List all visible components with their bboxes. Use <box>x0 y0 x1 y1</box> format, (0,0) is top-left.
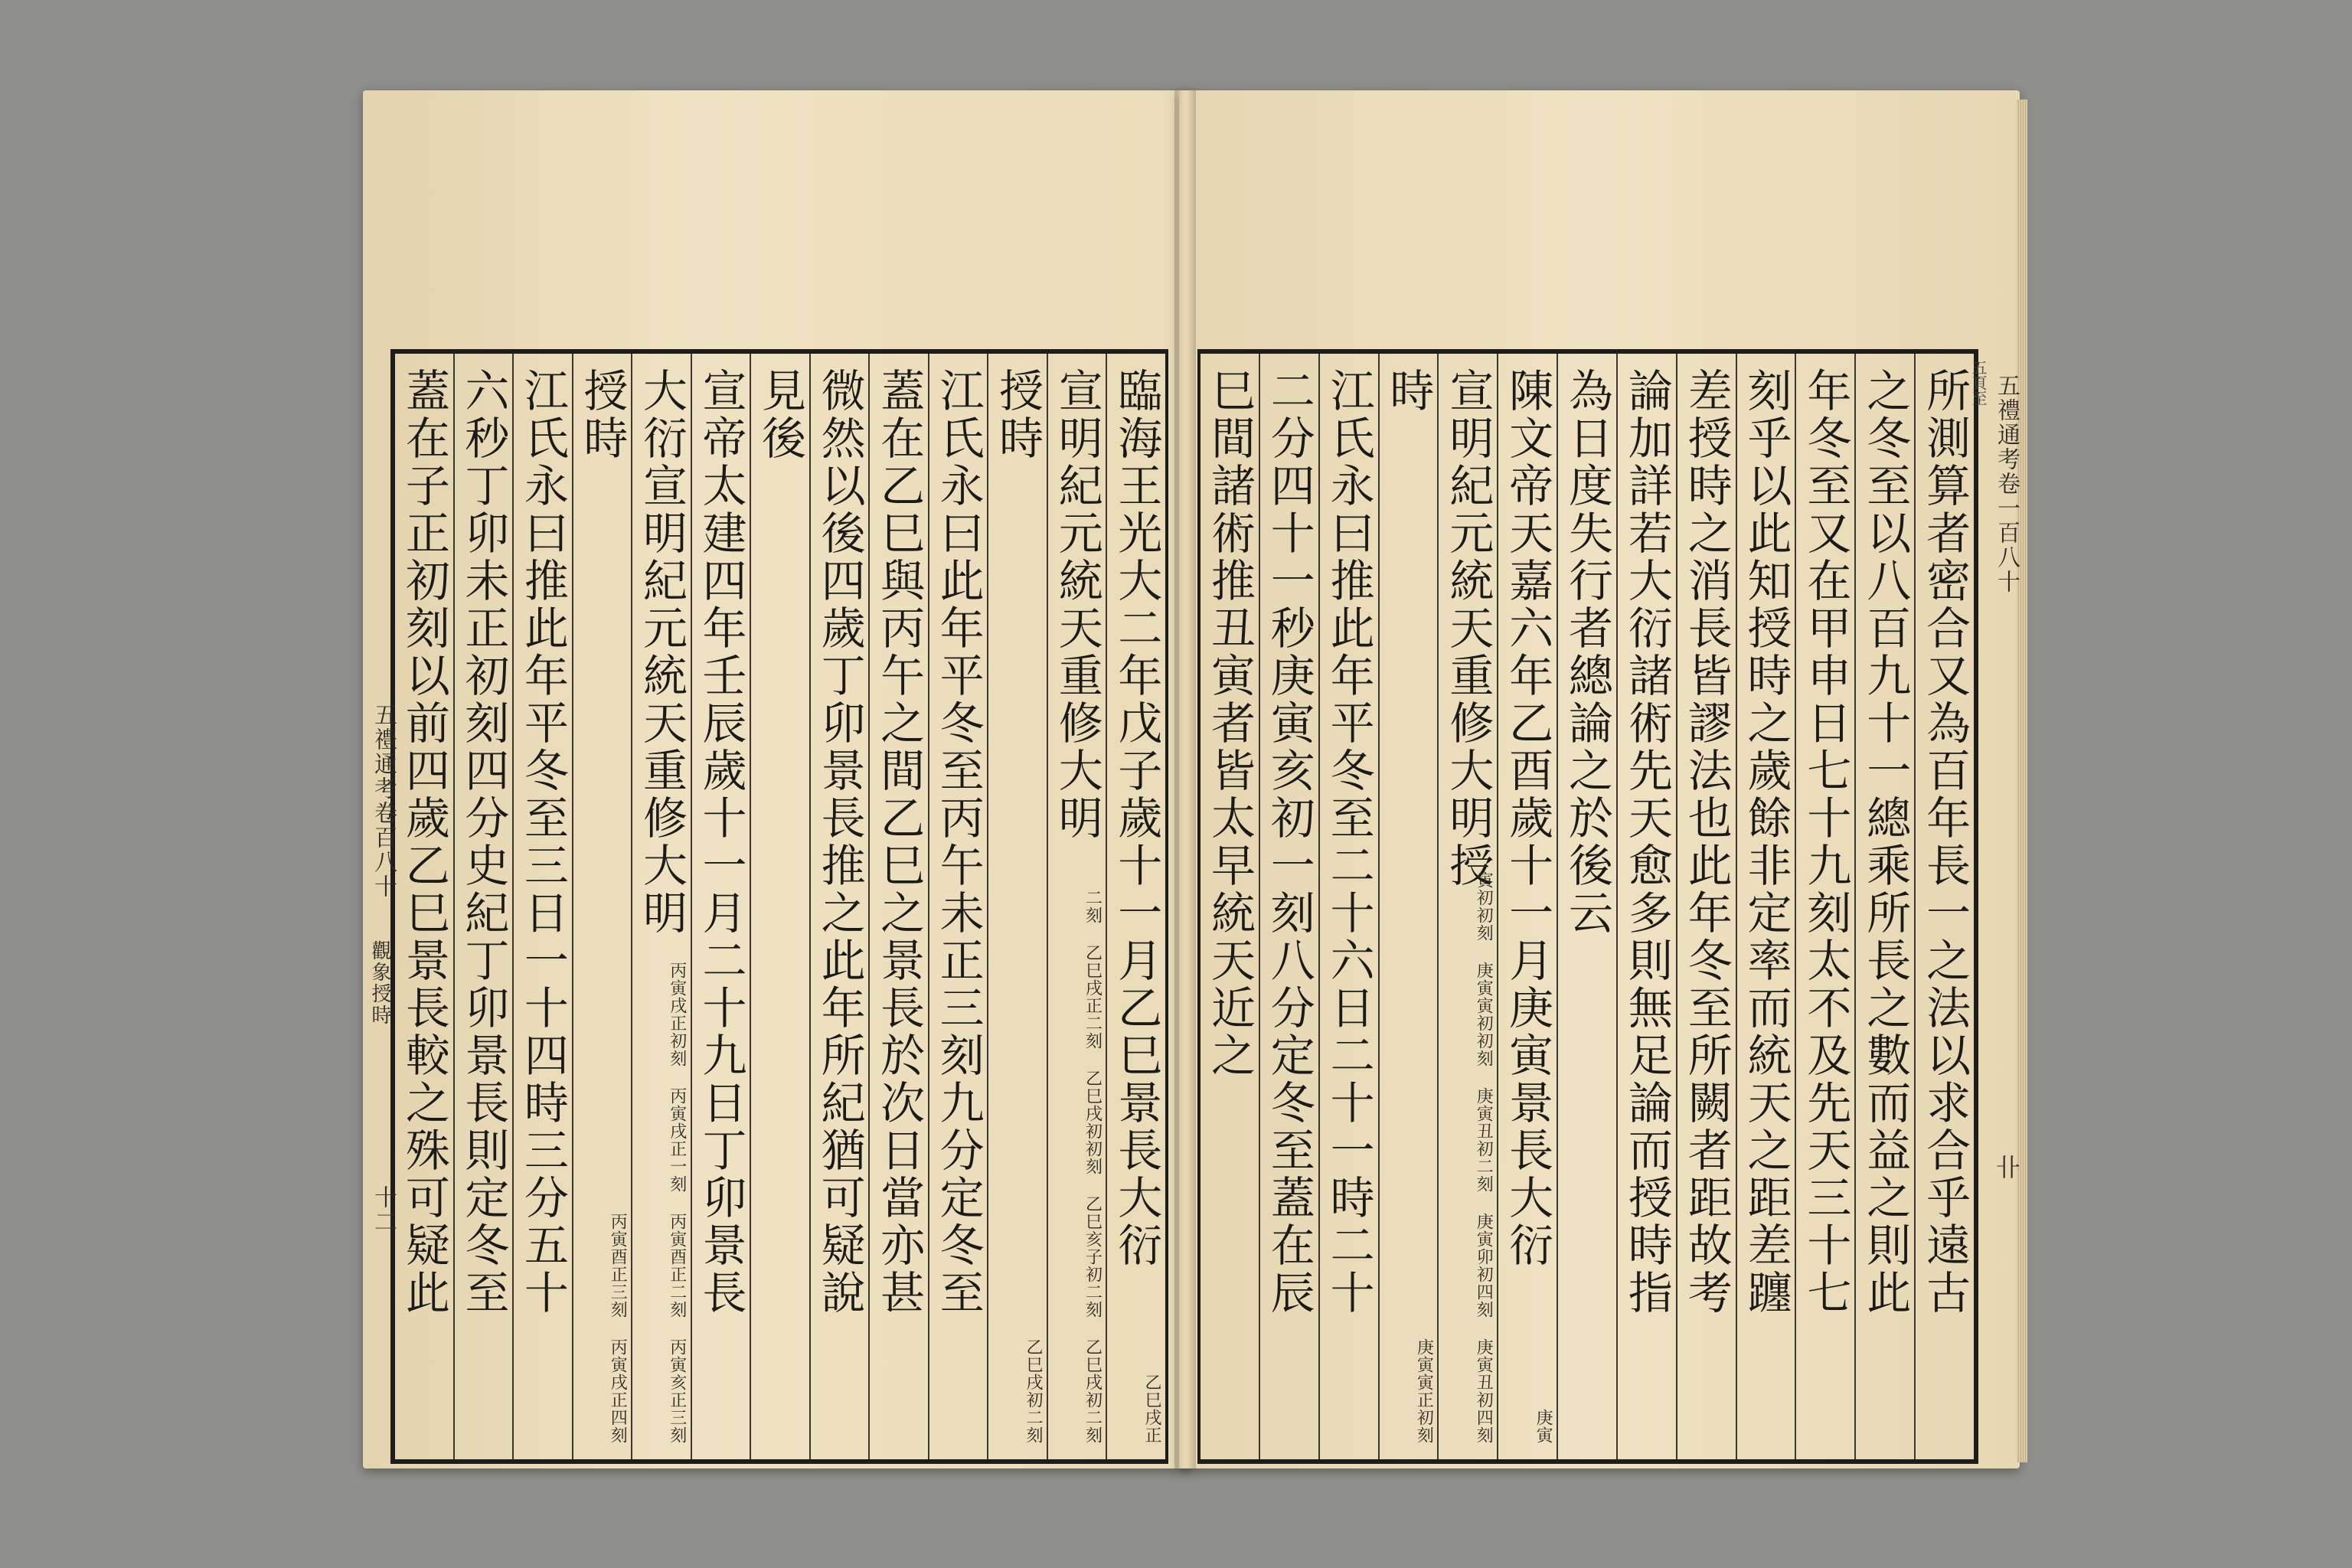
column-text: 時 <box>1382 368 1435 415</box>
right-text-frame <box>1197 349 1978 1464</box>
text-column <box>809 354 869 1459</box>
interlinear-note: 寅初初刻 庚寅寅初初刻 庚寅丑初二刻 庚寅卯初四刻 庚寅丑初四刻 <box>1474 871 1494 1444</box>
text-column <box>1378 354 1438 1459</box>
column-text: 宣明紀元統天重修大明授 <box>1442 368 1494 890</box>
column-text: 為日度失行者總論之於後云 <box>1561 368 1614 937</box>
text-column <box>1736 354 1795 1459</box>
text-column <box>750 354 809 1459</box>
text-column <box>1497 354 1557 1459</box>
left-columns <box>395 354 1165 1459</box>
left-fold-subtitle: 觀象授時 <box>368 940 391 1026</box>
column-text: 刻乎以此知授時之歲餘非定率而統天之距差躔 <box>1740 368 1792 1317</box>
text-column <box>395 354 453 1459</box>
right-page-number: 五頁至 <box>1969 360 1988 406</box>
left-fold-label: 五禮通考卷百八十 <box>370 703 397 899</box>
column-text: 所測算者密合又為百年長一之法以求合乎遠古 <box>1919 368 1971 1317</box>
interlinear-note: 庚寅 <box>1534 1409 1553 1444</box>
text-column <box>453 354 513 1459</box>
left-page <box>363 90 1191 1468</box>
column-text: 陳文帝天嘉六年乙酉歲十一月庚寅景長大衍 <box>1501 368 1554 1269</box>
interlinear-note: 二刻 乙巳戌正二刻 乙巳戌初初刻 乙巳亥子初二刻 乙巳戌初二刻 <box>1083 889 1102 1444</box>
text-column <box>1676 354 1736 1459</box>
column-text: 巳間諸術推丑寅者皆太早統天近之 <box>1203 368 1256 1080</box>
column-text: 論加詳若大衍諸術先天愈多則無足論而授時指 <box>1620 368 1673 1317</box>
left-text-frame <box>390 349 1168 1464</box>
text-column <box>1616 354 1676 1459</box>
column-text: 臨海王光大二年戊子歲十一月乙巳景長大衍 <box>1110 368 1163 1269</box>
text-column <box>1557 354 1616 1459</box>
column-text: 大衍宣明紀元統天重修大明 <box>635 368 688 937</box>
right-columns <box>1200 354 1974 1459</box>
column-text: 二分四十一秒庚寅亥初一刻八分定冬至蓋在辰 <box>1263 368 1315 1317</box>
text-column <box>1795 354 1854 1459</box>
interlinear-note: 乙巳戌初二刻 <box>1023 1338 1043 1444</box>
column-text: 江氏永曰推此年平冬至二十六日二十一時二十 <box>1322 368 1375 1317</box>
right-fold-label: 五禮通考卷一百八十 <box>1993 374 2020 594</box>
column-text: 蓋在乙巳與丙午之間乙巳之景長於次日當亦甚 <box>873 368 926 1317</box>
book-gutter <box>1174 90 1196 1468</box>
text-column <box>1106 354 1165 1459</box>
column-text: 授時 <box>991 368 1044 462</box>
column-text: 微然以後四歲丁卯景長推之此年所紀猶可疑說 <box>813 368 866 1317</box>
column-text: 授時 <box>576 368 629 462</box>
text-column <box>1854 354 1914 1459</box>
text-column <box>512 354 572 1459</box>
interlinear-note: 庚寅寅正初刻 <box>1414 1338 1434 1444</box>
right-page <box>1179 90 2020 1468</box>
column-text: 之冬至以八百九十一總乘所長之數而益之則此 <box>1859 368 1912 1317</box>
column-text: 江氏永曰推此年平冬至三日一十四時三分五十 <box>516 368 569 1317</box>
right-fold-folio: 卝 <box>1992 1155 2021 1181</box>
text-column <box>572 354 632 1459</box>
text-column <box>1259 354 1318 1459</box>
left-fold-folio: 十二 <box>370 1185 397 1234</box>
column-text: 宣明紀元統天重修大明 <box>1050 368 1103 842</box>
interlinear-note: 丙寅戌正初刻 丙寅戌正一刻 丙寅酉正二刻 丙寅亥正三刻 <box>667 962 687 1444</box>
column-text: 年冬至又在甲申日七十九刻太不及先天三十七 <box>1799 368 1852 1317</box>
column-text: 蓋在子正初刻以前四歲乙巳景長較之殊可疑此 <box>397 368 450 1317</box>
text-column <box>691 354 750 1459</box>
text-column <box>1914 354 1974 1459</box>
text-column <box>631 354 691 1459</box>
column-text: 差授時之消長皆謬法也此年冬至所闕者距故考 <box>1680 368 1733 1317</box>
text-column <box>868 354 928 1459</box>
text-column <box>928 354 988 1459</box>
column-text: 江氏永曰此年平冬至丙午未正三刻九分定冬至 <box>932 368 985 1317</box>
text-column <box>1200 354 1259 1459</box>
column-text: 宣帝太建四年壬辰歲十一月二十九日丁卯景長 <box>694 368 747 1317</box>
column-text: 六秒丁卯未正初刻四分史紀丁卯景長則定冬至 <box>457 368 510 1317</box>
open-book <box>363 90 2020 1476</box>
text-column <box>1437 354 1497 1459</box>
page-block-edge <box>2017 100 2027 1462</box>
interlinear-note: 丙寅酉正三刻 丙寅戌正四刻 <box>608 1213 628 1444</box>
interlinear-note: 乙巳戌正 <box>1142 1374 1161 1444</box>
column-text: 見後 <box>754 368 807 462</box>
text-column <box>1318 354 1378 1459</box>
text-column <box>987 354 1047 1459</box>
text-column <box>1047 354 1106 1459</box>
